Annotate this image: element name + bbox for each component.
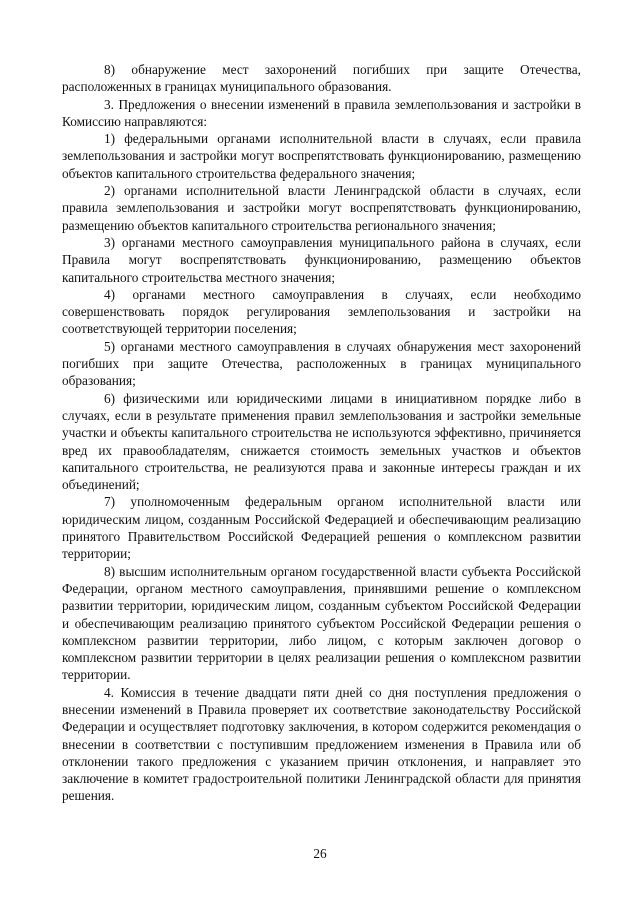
paragraph: 8) обнаружение мест захоронений погибших при защите Отечества, расположенных в границах муниципального образования. — [62, 62, 581, 95]
paragraph: 4. Комиссия в течение двадцати пяти дней со дня поступления предложения о внесении изменений в Правила проверяет их соответствие законодательству Российской Федерации и осуществляет подготовку заключения, в котором содержится рекомендация о внесении в соответствии с поступившим предложением изменения в Правила или об отклонении такого предложения с указанием причин отклонения, и направляет это заключение в комитет градостроительной политики Ленинградской области для принятия решения. — [62, 684, 581, 804]
paragraph: 7) уполномоченным федеральным органом исполнительной власти или юридическим лицом, созданным Российской Федерацией и обеспечивающим реализацию принятого Правительством Российской Федерацией решения о комплексном развитии территории; — [62, 494, 581, 562]
paragraph: 8) высшим исполнительным органом государственной власти субъекта Российской Федерации, органом местного самоуправления, принявшими решение о комплексном развитии территории, юридическим лицом, созданным субъектом Российской Федерации и обеспечивающим реализацию принятого субъектом Российской Федерации решения о комплексном развитии территории, либо лицом, с которым заключен договор о комплексном развитии территории в целях реализации решения о комплексном развитии территории. — [62, 563, 581, 683]
paragraph: 3) органами местного самоуправления муниципального района в случаях, если Правила могут воспрепятствовать функционированию, размещению объектов капитального строительства местного значения; — [62, 234, 581, 285]
document-body — [62, 61, 581, 805]
paragraph: 4) органами местного самоуправления в случаях, если необходимо совершенствовать порядок регулирования землепользования и застройки на соответствующей территории поселения; — [62, 286, 581, 337]
paragraph: 2) органами исполнительной власти Ленинградской области в случаях, если правила землепользования и застройки могут воспрепятствовать функционированию, размещению объектов капитального строительства регионального значения; — [62, 183, 581, 233]
paragraph: 1) федеральными органами исполнительной власти в случаях, если правила землепользования и застройки могут воспрепятствовать функционированию, размещению объектов капитального строительства федерального значения; — [62, 131, 581, 181]
paragraph: 5) органами местного самоуправления в случаях обнаружения мест захоронений погибших при защите Отечества, расположенных в границах муниципального образования; — [62, 338, 581, 389]
paragraph: 3. Предложения о внесении изменений в правила землепользования и застройки в Комиссию направляются: — [62, 96, 581, 129]
paragraph: 6) физическими или юридическими лицами в инициативном порядке либо в случаях, если в результате применения правил землепользования и застройки земельные участки и объекты капитального строительства не используются эффективно, причиняется вред их правообладателям, снижается стоимость земельных участков и объектов капитального строительства, не реализуются права и законные интересы граждан и их объединений; — [62, 390, 581, 493]
page-number: 26 — [313, 846, 327, 861]
